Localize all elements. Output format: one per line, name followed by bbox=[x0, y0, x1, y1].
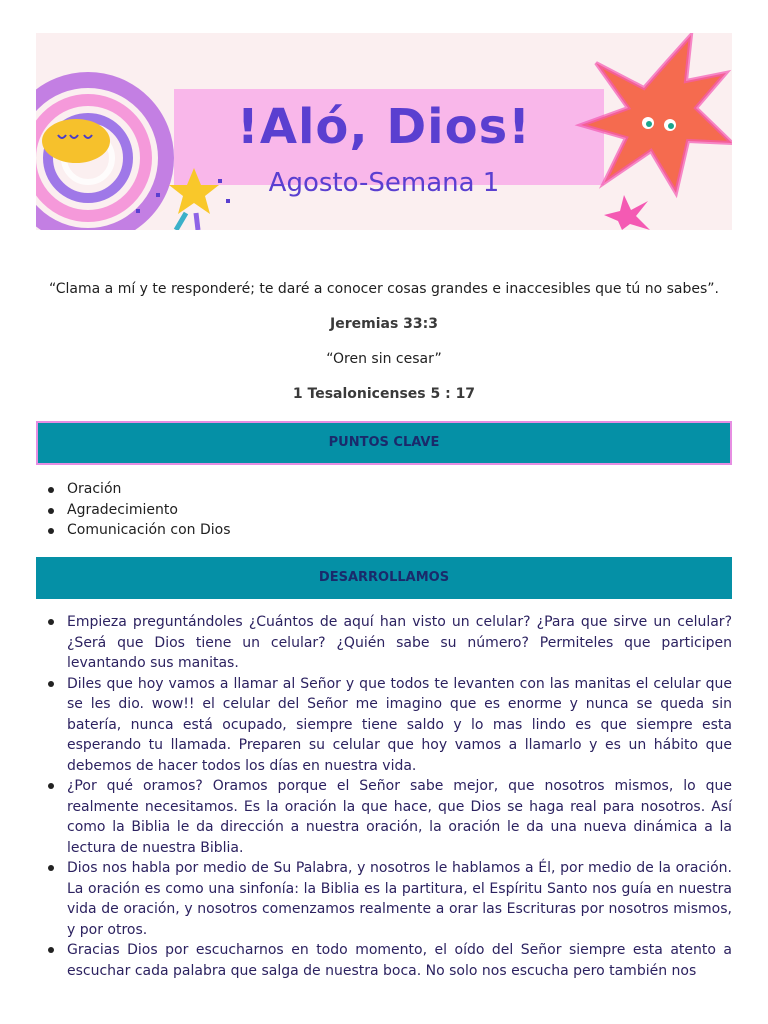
verse-jeremias: “Clama a mí y te responderé; te daré a conocer cosas grandes e inaccesibles que tú no sabes”. bbox=[49, 281, 719, 297]
list-item: Oración bbox=[36, 479, 732, 500]
key-points-section bbox=[36, 479, 732, 541]
list-item: Comunicación con Dios bbox=[36, 520, 732, 541]
develop-section bbox=[36, 612, 732, 981]
reference-jeremias: Jeremias 33:3 bbox=[330, 316, 438, 332]
section-header-develop: DESARROLLAMOS bbox=[36, 557, 732, 599]
list-item: Gracias Dios por escucharnos en todo momento, el oído del Señor siempre esta atento a escuchar cada palabra que salga de nuestra boca. No solo nos escucha pero también nos bbox=[36, 940, 732, 981]
intro-section bbox=[36, 279, 732, 404]
list-item: Empieza preguntándoles ¿Cuántos de aquí han visto un celular? ¿Para que sirve un celular? ¿Será que Dios tiene un celular? ¿Quién sabe su número? Permiteles que participen levantando sus manitas. bbox=[36, 612, 732, 674]
header-banner bbox=[36, 33, 732, 230]
page-subtitle: Agosto-Semana 1 bbox=[268, 168, 500, 198]
section-header-key-points: PUNTOS CLAVE bbox=[36, 421, 732, 465]
list-item: Agradecimiento bbox=[36, 500, 732, 521]
reference-tesalonicenses: 1 Tesalonicenses 5 : 17 bbox=[292, 386, 476, 402]
verse-tesalonicenses: “Oren sin cesar” bbox=[326, 351, 442, 367]
pink-star-decoration bbox=[604, 195, 650, 230]
list-item: Dios nos habla por medio de Su Palabra, y nosotros le hablamos a Él, por medio de la oración. La oración es como una sinfonía: la Biblia es la partitura, el Espíritu Santo nos guía en nuestra vida de oración, y nosotros comenzamos realmente a orar las Escrituras por nosotros mismos, y por otros. bbox=[36, 858, 732, 940]
page-title: !Aló, Dios! bbox=[236, 99, 532, 155]
key-points-list bbox=[36, 479, 732, 541]
develop-list bbox=[36, 612, 732, 981]
list-item: ¿Por qué oramos? Oramos porque el Señor sabe mejor, que nosotros mismos, lo que realmente necesitamos. Es la oración la que hace, que Dios se haga real para nosotros. Así como la Biblia le da dirección a nuestra oración, la oración le da una nueva dinámica a la lectura de nuestra Biblia. bbox=[36, 776, 732, 858]
list-item: Diles que hoy vamos a llamar al Señor y que todos te levanten con las manitas el celular que se les dio. wow!! el celular del Señor me imagino que es enorme y nunca se queda sin batería, nunca está ocupado, siempre tiene saldo y lo mas lindo es que siempre esta esperando tu llamada. Preparen su celular que hoy vamos a llamarlo y es un hábito que debemos de hacer todos los días en nuestra vida. bbox=[36, 674, 732, 777]
